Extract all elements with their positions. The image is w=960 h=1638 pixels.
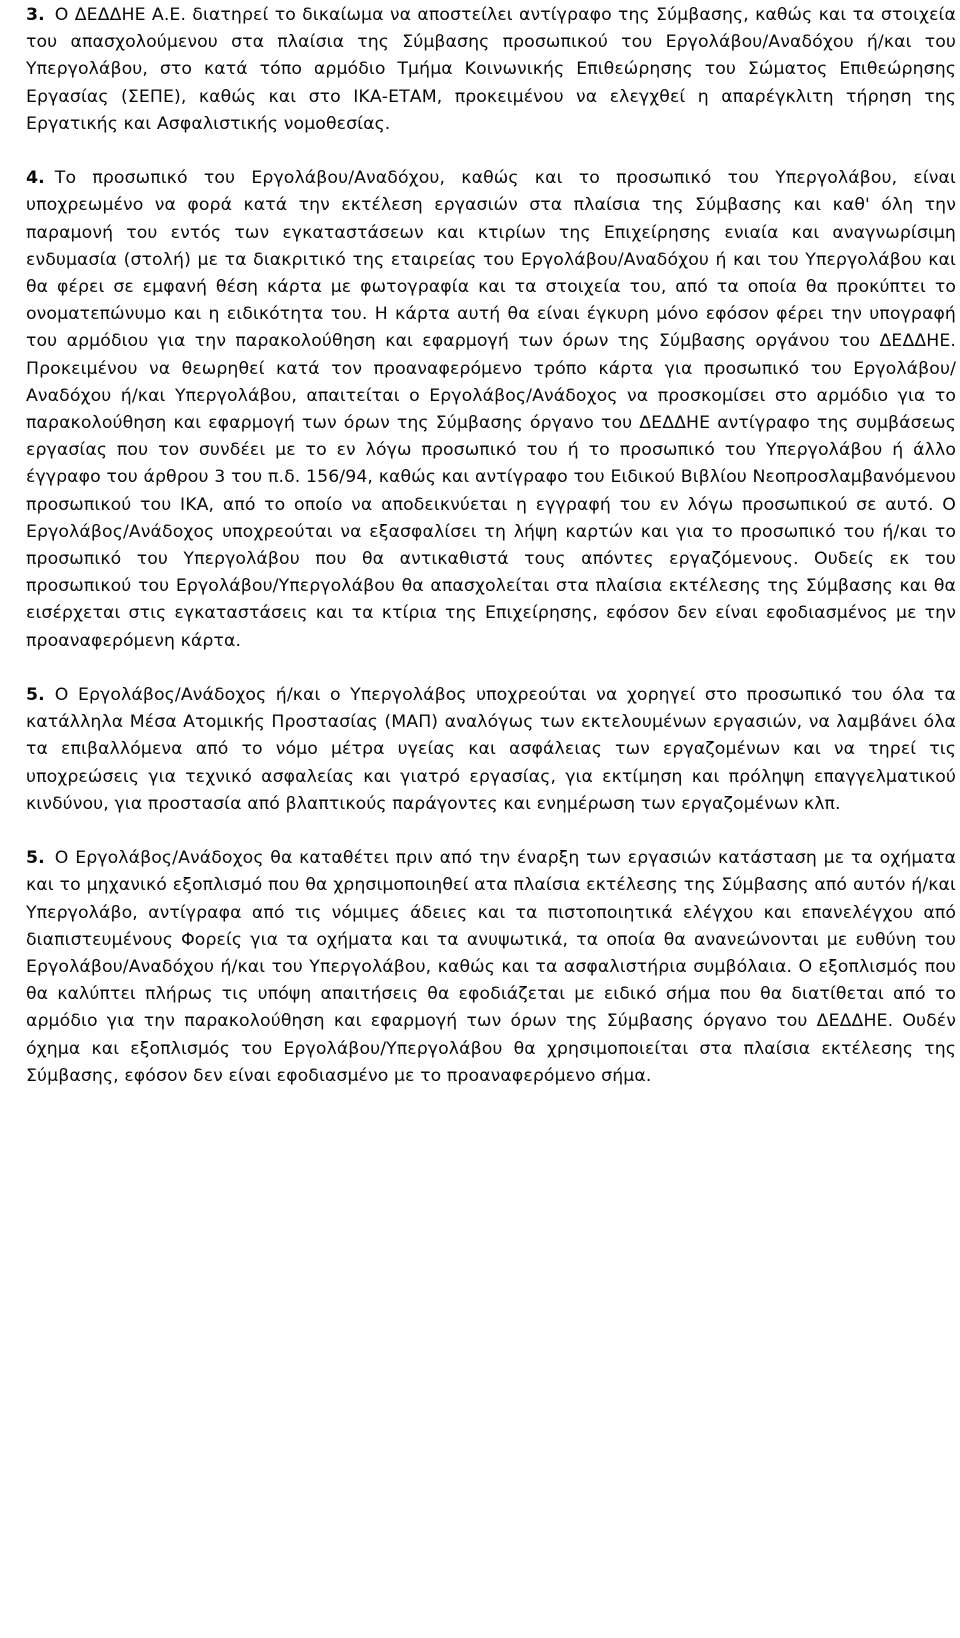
paragraph-number: 4.	[26, 168, 45, 189]
paragraph-text: Ο ΔΕΔΔΗΕ Α.Ε. διατηρεί το δικαίωμα να αποστείλει αντίγραφο της Σύμβασης, καθώς και τα στοιχεία του απασχολούμενου στα πλαίσια της Σύμβασης προσωπικού του Εργολάβου/Αναδόχου ή/και του Υπεργολάβου, στο κατά τόπο αρμόδιο Τμήμα Κοινωνικής Επιθεώρησης του Σώματος Επιθεώρησης Εργασίας (ΣΕΠΕ), καθώς και στο ΙΚΑ-ΕΤΑΜ, προκειμένου να ελεγχθεί η απαρέγκλιτη τήρηση της Εργατικής και Ασφαλιστικής νομοθεσίας.	[26, 5, 956, 134]
paragraph-number: 5.	[26, 848, 45, 869]
paragraph-4	[26, 165, 956, 655]
paragraph-3	[26, 2, 956, 138]
document-page	[26, 2, 956, 1090]
paragraph-text: Ο Εργολάβος/Ανάδοχος θα καταθέτει πριν από την έναρξη των εργασιών κατάσταση με τα οχήματα και το μηχανικό εξοπλισμό που θα χρησιμοποιηθεί ατα πλαίσια εκτέλεσης της Σύμβασης από αυτόν ή/και Υπεργολάβο, αντίγραφα από τις νόμιμες άδειες και τα πιστοποιητικά ελέγχου και επανελέγχου από διαπιστευμένους Φορείς για τα οχήματα και τα ανυψωτικά, τα οποία θα ανανεώνονται με ευθύνη του Εργολάβου/Αναδόχου ή/και του Υπεργολάβου, καθώς και τα ασφαλιστήρια συμβόλαια. Ο εξοπλισμός που θα καλύπτει πλήρως τις υπόψη απαιτήσεις θα εφοδιάζεται με ειδικό σήμα που θα διατίθεται από το αρμόδιο για την παρακολούθηση και εφαρμογή των όρων της Σύμβασης όργανο του ΔΕΔΔΗΕ. Ουδέν όχημα και εξοπλισμός του Εργολάβου/Υπεργολάβου θα χρησιμοποιείται στα πλαίσια εκτέλεσης της Σύμβασης, εφόσον δεν είναι εφοδιασμένο με το προαναφερόμενο σήμα.	[26, 848, 956, 1086]
paragraph-number: 5.	[26, 685, 45, 706]
paragraph-text: Το προσωπικό του Εργολάβου/Αναδόχου, καθώς και το προσωπικό του Υπεργολάβου, είναι υποχρεωμένο να φορά κατά την εκτέλεση εργασιών στα πλαίσια της Σύμβασης και καθ' όλη την παραμονή του εντός των εγκαταστάσεων και κτιρίων της Επιχείρησης ενιαία και αναγνωρίσιμη ενδυμασία (στολή) με τα διακριτικό της εταιρείας του Εργολάβου/Αναδόχου ή και του Υπεργολάβου και θα φέρει σε εμφανή θέση κάρτα με φωτογραφία και τα στοιχεία του, από τα οποία θα προκύπτει το ονοματεπώνυμο και η ειδικότητα του. Η κάρτα αυτή θα είναι έγκυρη μόνο εφόσον φέρει την υπογραφή του αρμόδιου για την παρακολούθηση και εφαρμογή των όρων της Σύμβασης οργάνου του ΔΕΔΔΗΕ. Προκειμένου να θεωρηθεί κατά τον προαναφερόμενο τρόπο κάρτα για προσωπικό του Εργολάβου/Αναδόχου ή/και Υπεργολάβου, απαιτείται ο Εργολάβος/Ανάδοχος να προσκομίσει στο αρμόδιο για το παρακολούθηση και εφαρμογή των όρων της Σύμβασης όργανο του ΔΕΔΔΗΕ αντίγραφο της συμβάσεως εργασίας που τον συνδέει με το εν λόγω προσωπικό του ή το προσωπικό του Υπεργολάβου ή άλλο έγγραφο του άρθρου 3 του π.δ. 156/94, καθώς και αντίγραφο του Ειδικού Βιβλίου Νεοπροσλαμβανόμενου προσωπικού του ΙΚΑ, από το οποίο να αποδεικνύεται η εγγραφή του εν λόγω προσωπικού σε αυτό. Ο Εργολάβος/Ανάδοχος υποχρεούται να εξασφαλίσει τη λήψη καρτών και για το προσωπικό του ή/και το προσωπικό του Υπεργολάβου που θα αντικαθιστά τους απόντες εργαζόμενους. Ουδείς εκ του προσωπικού του Εργολάβου/Υπεργολάβου θα απασχολείται στα πλαίσια εκτέλεσης της Σύμβασης και θα εισέρχεται στις εγκαταστάσεις και τα κτίρια της Επιχείρησης, εφόσον δεν είναι εφοδιασμένος με την προαναφερόμενη κάρτα.	[26, 168, 956, 651]
paragraph-text: Ο Εργολάβος/Ανάδοχος ή/και ο Υπεργολάβος υποχρεούται να χορηγεί στο προσωπικό του όλα τα κατάλληλα Μέσα Ατομικής Προστασίας (ΜΑΠ) αναλόγως των εκτελουμένων εργασιών, να λαμβάνει όλα τα επιβαλλόμενα από το νόμο μέτρα υγείας και ασφάλειας των εργαζομένων και να τηρεί τις υποχρεώσεις για τεχνικό ασφαλείας και γιατρό εργασίας, για εκτίμηση και πρόληψη επαγγελματικού κινδύνου, για προστασία από βλαπτικούς παράγοντες και ενημέρωση των εργαζομένων κλπ.	[26, 685, 956, 814]
paragraph-5-ppe	[26, 682, 956, 818]
paragraph-number: 3.	[26, 5, 45, 25]
paragraph-5-vehicles	[26, 845, 956, 1090]
